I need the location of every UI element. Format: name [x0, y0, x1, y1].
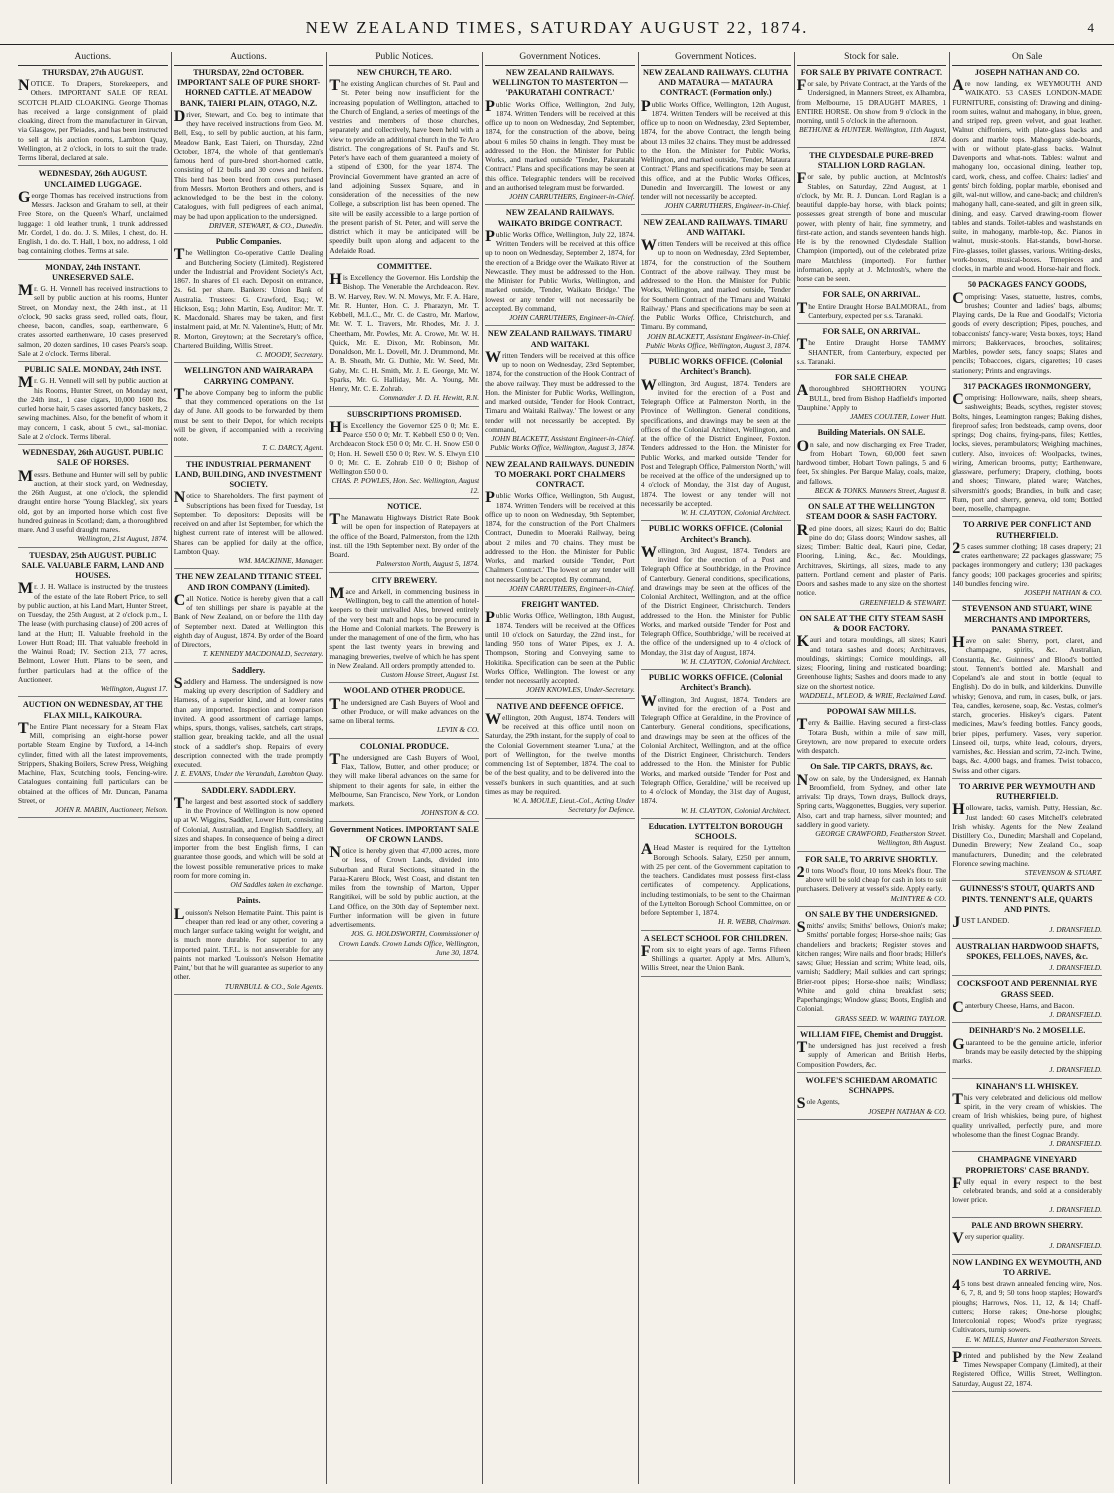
advertisement-signature: J. DRANSFIELD. — [1049, 1204, 1102, 1214]
advertisement-signature: W. H. CLAYTON, Colonial Architect. — [680, 656, 791, 666]
advertisement-heading: WILLIAM FIFE, Chemist and Druggist. — [799, 1029, 943, 1039]
advertisement-signature: JAMES COULTER, Lower Hutt. — [850, 412, 947, 422]
advertisement-signature: J. DRANSFIELD. — [1049, 1241, 1102, 1251]
advertisement — [18, 169, 168, 259]
advertisement-signature: H. R. WEBB, Chairman. — [718, 917, 791, 927]
advertisement-body: For sale, by Private Contract, at the Yards of the Undersigned, in Manners Street, ex Alhambra, from Melbourne, 15 DRAUGHT MARES, 1 ENTIRE HORSE. On show from 9 o'clock in the morning, until 5 o'clock in the afternoon. — [796, 77, 947, 126]
advertisement-signature: J. DRANSFIELD. — [1049, 1010, 1102, 1020]
advertisement-heading: THE NEW ZEALAND TITANIC STEEL AND IRON COMPANY (Limited). — [175, 572, 322, 592]
column-header: Government Notices. — [485, 52, 635, 66]
column-rule — [171, 52, 172, 1484]
advertisement-body: Mr. J. H. Wallace is instructed by the trustees of the estate of the late Robert Price, to sell by public auction, at his Land Mart, Hunter Street, on Tuesday, the 25th August, at 2 o'clock p.m., I. The lease (with purchasing clause) of 200 acres of land at the Hutt; II. Valuable freehold in the Lower Hutt Road; III. That valuable freehold in the Wainui Road; IV. Section 213, 77 acres, Belmont, Lower Hutt. Plans to be seen, and further particulars had at the office of the Auctioneer. — [18, 580, 168, 684]
advertisement-signature: C. MOODY, Secretary. — [256, 350, 324, 360]
advertisement-heading: PUBLIC SALE. MONDAY, 24th INST. — [24, 365, 162, 375]
advertisement — [952, 1221, 1102, 1255]
advertisement-body: The undersigned has just received a fresh supply of American and British Herbs, Composition Powders, &c. — [796, 1039, 947, 1069]
advertisement-heading: THURSDAY, 22nd OCTOBER. IMPORTANT SALE OF PURE SHORT-HORNED CATTLE. AT MEADOW BANK, TAIERI PLAIN, OTAGO, N.Z. — [176, 67, 321, 108]
column-rule — [794, 52, 795, 1484]
advertisement-signature: TURNBULL & CO., Sole Agents. — [224, 981, 324, 991]
column-rule — [482, 52, 483, 1484]
advertisement-signature: Old Saddles taken in exchange. — [230, 880, 324, 890]
column-header: Public Notices. — [329, 52, 479, 66]
advertisement — [797, 373, 947, 425]
advertisement-signature: BETHUNE & HUNTER. Wellington, 11th August, 1874. — [798, 125, 947, 144]
advertisement-signature: J. E. EVANS, Under the Verandah, Lambton Quay. — [173, 769, 324, 779]
advertisement-body: Call Notice. Notice is hereby given that a call of ten shillings per share is payable at the Bank of New Zealand, on or before the 11th day of September next. Dated at Wellington this eighth day of August, 1874. By order of the Board of Directors, — [173, 591, 324, 650]
column-7 — [952, 52, 1102, 1484]
advertisement-heading: STEVENSON AND STUART, WINE MERCHANTS AND IMPORTERS, PANAMA STREET. — [962, 604, 1093, 634]
advertisement-signature: J. DRANSFIELD. — [1049, 1065, 1102, 1075]
advertisement-body: The Entire Plant necessary for a Steam Flax Mill, comprising an eight-horse power portable Steam Engine by Tuxford, a 14-inch cylinder, fitted with all the latest improvements, Strippers, Shaking Boilers, Screw Press, Weighing Machine, Flax, Scutching tools, Fencing-wire. Catalogues containing full particulars can be obtained at the offices of Mr. Duncan, Panama Street, or — [18, 719, 168, 805]
advertisement-body: From six to eight years of age. Terms Fifteen Shillings a quarter. Apply at Mrs. Allum's, Willis Street, near the Union Bank. — [640, 942, 791, 973]
advertisement-signature: JOHNSTON & CO. — [420, 808, 480, 818]
advertisement-signature: JOHN CARRUTHERS, Engineer-in-Chief. — [508, 313, 635, 323]
advertisement-body: George Thomas has received instructions from Messrs. Jackson and Graham to sell, at their Free Store, on the Queen's Wharf, unclaimed luggage: 1 old leather trunk, 1 trunk addressed Mr. Cordel, 1 do. do. J. S. Miles, 1 chest, do. H. English, 1 do. do. T. Hall, 1 box, no address, 1 old bag containing clothes. Terms at sale. — [18, 188, 168, 256]
advertisement-heading: THE INDUSTRIAL PERMANENT LAND, BUILDING, AND INVESTMENT SOCIETY. — [174, 459, 323, 490]
advertisement — [952, 1258, 1102, 1348]
advertisement-heading: WEDNESDAY, 26th AUGUST. UNCLAIMED LUGGAGE. — [38, 169, 148, 189]
advertisement-heading: CHAMPAGNE VINEYARD PROPRIETORS' CASE BRANDY. — [965, 1155, 1089, 1175]
advertisement-heading: WOOL AND OTHER PRODUCE. — [343, 686, 465, 696]
advertisement-signature: JOHN BLACKETT, Assistant Engineer-in-Chief. Public Works Office, Wellington, August 3, 1874. — [645, 331, 791, 350]
advertisement — [485, 460, 635, 598]
advertisement-signature: Wellington, August 17. — [100, 684, 168, 694]
advertisement-heading: AUSTRALIAN HARDWOOD SHAFTS, SPOKES, FELLOES, NAVES, &c. — [955, 941, 1099, 961]
advertisement — [952, 782, 1102, 882]
advertisement-heading: WELLINGTON AND WAIRARAPA CARRYING COMPANY. — [183, 366, 314, 386]
advertisement-heading: Building Materials. ON SALE. — [817, 428, 926, 438]
advertisement-body: Messrs. Bethune and Hunter will sell by public auction, at their stock yard, on Wednesday, the 26th August, at one o'clock, the splendid draught entire horse 'Young Blackleg', six years old, got by an imported horse which cost five hundred guineas in Scotland; dam, a thoroughbred mare. And 3 useful draught mares. — [18, 467, 168, 535]
advertisement-signature: J. DRANSFIELD. — [1049, 925, 1102, 935]
advertisement-heading: NEW ZEALAND RAILWAYS. WAIKATO BRIDGE CONTRACT. — [497, 208, 623, 228]
advertisement-body: Holloware, tacks, varnish. Putty, Hessian, &c. Just landed: 60 cases Mitchell's celebrated Irish whisky. Agents for the New Zealand Distillery Co., Dunedin; Marshall and Copeland, Dunedin Brewery; New Zealand Co., soap manufacturers, Dunedin; and the celebrated Florence sewing machine. — [952, 801, 1102, 868]
advertisement — [952, 1082, 1102, 1153]
advertisement-body: Driver, Stewart, and Co. beg to intimate that they have received instructions from Geo. M. Bell, Esq., to sell by public auction, at his farm, Meadow Bank, East Taieri, on Thursday, 22nd October, 1874, the whole of that gentleman's famous herd of pure-bred short-horned cattle, consisting of 12 bulls and 30 cows and heifers. This herd has been bred from cows purchased from Messrs. Morton Brothers and others, and is acknowledged to be the best in the colony. Catalogues, with full pedigrees of each animal, may be had upon application to the undersigned. — [173, 107, 324, 221]
advertisement-body: Terry & Baillie. Having secured a first-class Totara Bush, within a mile of saw mill, Greytown, are now prepared to execute orders with despatch. — [796, 716, 947, 756]
advertisement-signature: LEVIN & CO. — [437, 725, 480, 735]
advertisement — [641, 68, 791, 215]
advertisement — [797, 151, 947, 288]
advertisement-heading: FOR SALE, ON ARRIVAL. — [822, 290, 921, 300]
advertisement — [797, 910, 947, 1027]
advertisement-heading: Government Notices. IMPORTANT SALE OF CROWN LANDS. — [329, 824, 479, 844]
advertisement-heading: NEW ZEALAND RAILWAYS. TIMARU AND WAITAKI. — [643, 217, 788, 237]
advertisement — [952, 382, 1102, 518]
column-header: Stock for sale. — [797, 52, 947, 66]
advertisement-body: The undersigned are Cash Buyers of Wool and other Produce, or will make advances on the same on liberal terms. — [329, 695, 480, 726]
advertisement-signature: JOHN KNOWLES, Under-Secretary. — [526, 685, 635, 695]
advertisement-heading: GUINNESS'S STOUT, QUARTS AND PINTS. TENNENT'S ALE, QUARTS AND PINTS. — [959, 884, 1095, 914]
advertisement — [641, 524, 791, 670]
advertisement-heading: AUCTION ON WEDNESDAY, AT THE FLAX MILL, KAIKOURA. — [22, 700, 163, 720]
advertisement-heading: WEDNESDAY, 26th AUGUST. PUBLIC SALE OF HORSES. — [22, 448, 164, 468]
masthead — [0, 18, 1114, 45]
advertisement-heading: PUBLIC WORKS OFFICE. (Colonial Architect's Branch). — [648, 673, 783, 693]
advertisement-heading: COLONIAL PRODUCE. — [359, 741, 449, 751]
advertisement-body: The Wellington Co-operative Cattle Dealing and Butchering Society (Limited). Registered under the Industrial and Provident Society's Act, 1867. In shares of £1 each. Deposit on entrance, 2s. 6d. per share. Bankers: Union Bank of Australia. Trustees: G. Crawford, Esq.; W. Hickson, Esq.; John Martin, Esq. Auditor: Mr. T. K. Macdonald. Shares may be taken, and first instalment paid, at Mr. N. Valentine's, Hutt; of Mr. R. Morton, Greytown; at the Secretary's office, Chartered Building, Willis Street. — [173, 246, 324, 350]
advertisement-signature: GEORGE CRAWFORD, Featherston Street. Wellington, 8th August. — [815, 829, 947, 848]
advertisement-body: For sale, by public auction, at McIntosh's Stables, on Saturday, 22nd August, at 1 o'clock, by Mr. R. J. Duncan. Lord Raglan is a beautiful dapple-bay horse, with black points; possesses great strength of bone and muscular power, with plenty of hair, fine symmetry, and first-rate action, and stands seventeen hands high. He is by the renowned Clydesdale Stallion Champion (imported), out of the celebrated prize mare Matchless (imported). For further information, apply at J. McIntosh's, where the horse can be seen. — [796, 170, 947, 284]
advertisement-heading: NEW CHURCH, TE ARO. — [356, 67, 452, 77]
advertisement-body: Kauri and totara mouldings, all sizes; Kauri and totara sashes and doors; Architraves, mouldings, skirtings; Cornice mouldings, all sizes; Flooring, lining and rusticated boarding; Greenhouse lights; Sashes and doors made to any size on the shortest notice. — [796, 633, 947, 691]
advertisement-signature: W. A. MOULE, Lieut.-Col., Acting Under Secretary for Defence. — [512, 796, 635, 815]
advertisement-body: Have on sale: Sherry, port, claret, and champagne, spirits, &c. Australian, Constantia, &c. Guinness' and Blood's bottled stout. Tennent's bottled ale. Marshall and Copeland's ale and stout in bottle (equal to English). Do do in bulk, and kilderkins. Dunville whisky; Genova, and rum, in cases, bulk, or jars. Tea, candles, kerosene, soap, &c. Vestas, colmer's starch, groceries. Hiskey's cigars. Patent medicines, Maw's feeding bottles. Fancy goods, brier pipes, perfumery. Vases, very superior. Linseed oil, turps, white lead, colours, dryers, varnishes, &c. Hessian and scrim, 72-inch. Twine, bags, &c. 4,000 bags, and frames. Twist tobacco, Swiss and other cigars. — [952, 634, 1102, 775]
column-5 — [641, 52, 791, 1484]
advertisement-body: Sole Agents, — [796, 1095, 840, 1113]
column-4 — [485, 52, 635, 1484]
advertisement-heading: FOR SALE BY PRIVATE CONTRACT. — [800, 67, 943, 77]
advertisement-signature: WADDELL, M'LEOD, & WRIE, Reclaimed Land. — [799, 690, 947, 700]
advertisement-body: Now on sale, by the Undersigned, ex Hannah Broomfield, from Sydney, and other late arrivals: Tip drays, Town drays, Bullock drays, Spring carts, Waggonettes, Buggies, very superior. Also, cart and trap harness, silver mounted; and saddlery in good variety. — [796, 771, 947, 829]
advertisement — [485, 702, 635, 819]
advertisement-heading: ON SALE BY THE UNDERSIGNED. — [805, 909, 938, 919]
advertisement-body: The above Company beg to inform the public that they commenced operations on the 1st day of June. All goods to be forwarded by them must be sent to their Depot, for which receipts will be given, if accompanied with a receiving note. — [173, 385, 324, 444]
advertisement-body: Fully equal in every respect to the best celebrated brands, and sold at a considerably lower price. — [952, 1174, 1102, 1205]
column-2 — [174, 52, 324, 1484]
advertisement-heading: PUBLIC WORKS OFFICE. (Colonial Architect's Branch). — [648, 524, 783, 544]
advertisement-signature: BECK & TONKS. Manners Street, August 8. — [814, 485, 947, 495]
advertisement-body: The existing Anglican churches of St. Paul and St. Peter being now insufficient for the increasing population of Wellington, attached to the Church of England, a series of meetings of the vestries and members of those churches, separately and collectively, have been held with a view to provide an additional church in the Te Aro district. The congregations of St. Paul's and St. Peter's have each of them guaranteed a moiety of a stipend of £300, for the year 1874. The Provincial Government have granted an acre of land adjoining Sussex Square, and in consideration of the necessities of the new College, a subscription list has been opened. The site will be easily accessible to a large portion of the present parish of St. Peter, and will serve the district which it may be anticipated will be speedily built upon along and adjacent to the Adelaide Road. — [329, 77, 480, 255]
advertisement-heading: THE CLYDESDALE PURE-BRED STALLION LORD RAGLAN. — [809, 150, 934, 171]
advertisement-body: Saddlery and Harness. The undersigned is now making up every description of Saddlery and Harness, of a superior kind, and at lower rates than any imported. Inspection and comparison invited. A good assortment of carriage lamps, whips, spurs, thongs, valises, satchels, cart straps, stallion gear, breaking tackle, and all the usual stock of a saddler's shop. Repairs of every description connected with the trade promptly executed. — [173, 674, 324, 770]
advertisement-body: Notice is hereby given that 47,000 acres, more or less, of Crown Lands, divided into Suburban and Rural Sections, situated in the Paraa-Kareru Block, West Coast, and distant ten miles from the township of Marton, Upper Rangitikei, will be sold by public auction, at the Land Office, on the 30th day of September next. Further information will be given in future advertisements. — [329, 844, 480, 930]
advertisement-body: Smiths' anvils; Smiths' bellows, Onion's make; Smiths' portable forges; Horse-shoe nails; Gas chandeliers and brackets; Register stoves and kitchen ranges; Wire nails and floor brads; Hiller's saws; Glue; Hessian and scrim; White lead, oils, varnish; Saddlery; Mail sulkies and cart springs; Brier-root pipes; Horse-shoe nails; Windlass; White and gold china breakfast sets; Paperhangings; Window glass; Boots, English and Colonial. — [796, 919, 947, 1014]
advertisement — [174, 572, 324, 662]
advertisement-body: Louisson's Nelson Hematite Paint. This paint is cheaper than red lead or any other, covering a much larger surface taking weight for weight, and is much more durable. For superior to any imported paint. T.F.L. is not answerable for any paints not marked 'Louisson's Nelson Hematite Paint,' but that he will guarantee as superior to any other. — [173, 905, 324, 982]
advertisement-heading: NOTICE. — [387, 501, 422, 511]
column-header: On Sale — [952, 52, 1102, 66]
column-rule — [949, 52, 950, 1484]
advertisement — [952, 1026, 1102, 1078]
advertisement — [797, 1076, 947, 1120]
newspaper-title: NEW ZEALAND TIMES, SATURDAY AUGUST 22, 1874. — [305, 18, 809, 37]
advertisement-body: Public Works Office, Wellington, 2nd July, 1874. Written Tenders will be received at this office up to noon on Wednesday, 2nd September, 1874, for the construction of the above, being about 6 miles 50 chains in length. They must be addressed to the Hon. the Minister for Public Works, and marked outside 'Tender, Pakuratahi Contract.' Plans and specifications may be seen at this office. Telegraphic tenders will be received and an authorised telegram must be forwarded. — [485, 97, 635, 192]
advertisement-heading: 317 PACKAGES IRONMONGERY, — [963, 381, 1091, 391]
advertisement-signature: JOHN CARRUTHERS, Engineer-in-Chief. — [508, 192, 635, 202]
advertisement-signature: STEVENSON & STUART. — [1024, 868, 1102, 878]
advertisement-signature: T. C. DARCY, Agent. — [262, 443, 324, 453]
advertisement — [485, 68, 635, 206]
advertisement-body: The Entire Draught Horse TAMMY SHANTER, from Canterbury, expected per s.s. Taranaki. — [796, 336, 947, 366]
advertisement-heading: NEW ZEALAND RAILWAYS. WELLINGTON TO MASTERTON — 'PAKURATAHI CONTRACT.' — [492, 67, 628, 98]
advertisement — [18, 263, 168, 363]
advertisement-signature: W. H. CLAYTON, Colonial Architect. — [680, 508, 791, 518]
advertisement-signature: JOSEPH NATHAN & CO. — [868, 1106, 947, 1116]
advertisement-signature: JOHN CARRUTHERS, Engineer-in-Chief. — [664, 201, 791, 211]
advertisement-heading: FREIGHT WANTED. — [521, 600, 599, 610]
advertisement — [174, 68, 324, 234]
advertisement — [18, 551, 168, 698]
advertisement — [174, 460, 324, 570]
advertisement-body: The largest and best assorted stock of saddlery in the Province of Wellington is now opened up at W. Wiggins, Saddler, Lower Hutt, consisting of Colonial, Australian, and English Saddlery, all sizes and shapes. In consequence of being a direct importer from the best English firms, I can guarantee those goods, and which will be sold at the lowest possible remunerative prices to make room for more coming in. — [173, 794, 324, 880]
advertisement-body: On sale, and now discharging ex Free Trader, from Hobart Town, 60,000 feet sawn hardwood timber, Hobart Town palings, 5 and 6 feet, 5x shingles. Per Barque Malay, coals, maize, and fallows. — [796, 437, 947, 486]
advertisement — [329, 742, 479, 822]
advertisement — [952, 1348, 1102, 1392]
advertisement-heading: TO ARRIVE PER CONFLICT AND RUTHERFIELD. — [962, 520, 1092, 540]
advertisement-body: Wellington, 20th August, 1874. Tenders will be received at this office until noon on Saturday, the 29th instant, for the supply of coal to the Colonial Government steamer 'Luna,' at the port of Wellington, for the twelve months commencing 1st of September, 1874. The coal to be of the best quality, and to be delivered into the vessel's bunkers in such quantities, and at such times as may be required. — [485, 710, 635, 796]
advertisement-heading: Public Companies. — [215, 237, 282, 247]
advertisement-heading: POPOWAI SAW MILLS. — [826, 707, 917, 717]
advertisement-heading: Saddlery. — [232, 665, 266, 675]
advertisement-body: Printed and published by the New Zealand Times Newspaper Company (Limited), at their Registered Office, Willis Street, Wellington. Saturday, August 22, 1874. — [952, 1348, 1102, 1388]
advertisement-heading: Education. LYTTELTON BOROUGH SCHOOLS. — [648, 821, 783, 842]
advertisement — [797, 855, 947, 907]
advertisement — [952, 280, 1102, 379]
advertisement-body: Wellington, 3rd August, 1874. Tenders are invited for the erection of a Post and Telegraph Office at Geraldine, in the Province of Canterbury. General conditions, specifications, and drawings may be seen at the offices of the Colonial Architect, Wellington, and at the office of the District Engineer, Christchurch. Tenders addressed to the Hon. the Minister for Public Works, and marked outside 'Tender for Post and Telegraph Office, Geraldine,' will be received up to 4 o'clock of Monday, the 31st day of August, 1874. — [640, 692, 791, 806]
advertisement-signature: GREENFIELD & STEWART. — [859, 597, 947, 607]
advertisement-heading: FOR SALE, ON ARRIVAL. — [822, 327, 921, 337]
advertisement-body: Are now landing, ex WEYMOUTH AND WAIKATO. 53 CASES LONDON-MADE FURNITURE, consisting of: Drawing and dining-room suites, walnut and mahogany, in blue, green, and striped rep, green velvet, and goat leather. Walnut chiffoniers, with plate-glass backs and doors and marble tops. Mahogany side-boards, with or without plate-glass backs. Walnut Davenports and what-nots. Tables: walnut and mahogany loo, occasional dining, leather top, card, work, chess, and coffee. Chairs: ladies' and gents' birch folding, poplar marble, ebonised and gilt, wal-nut willow, and cane-back; and children's mahogany hall, cane-seated, and gilt in green silk, dining, and easy. Carved drawing-room flower tables and stands. Toilet-tables and washstands en suite, in mahogany, marble-top, &c. Pianos in walnut, music-stools. Hat-stands, bowl-horse. Fire-glasses, toilet glasses, various. Writing-desks, work-boxes, musical-boxes. Timepieces and clocks, in marble and wood. Horse-hair and flock. — [952, 77, 1102, 274]
advertisement-signature: JOHN CARRUTHERS, Engineer-in-Chief. — [508, 583, 635, 593]
advertisement-heading: COMMITTEE. — [376, 261, 432, 271]
advertisement-body: 25 cases summer clothing; 18 cases drapery; 21 crates earthenware; 22 packages glassware; 75 packages ironmongery and cutlery; 130 packages fancy goods; 100 packages groceries and spirits; 140 bundles fencing wire. — [952, 539, 1102, 588]
advertisement-heading: 50 PACKAGES FANCY GOODS, — [967, 280, 1087, 290]
advertisement-heading: PUBLIC WORKS OFFICE. (Colonial Architect's Branch). — [648, 357, 783, 377]
advertisement-body: Wellington, 3rd August, 1874. Tenders are invited for the erection of a Post and Telegraph Office at Palmerston North, in the Province of Wellington. General conditions, specifications, and drawings may be seen at the offices of the Colonial Architect, Wellington, and at the office of the District Engineer, Foxton. Tenders addressed to the Hon. the Minister for Public Works, and marked outside 'Tender for Post and Telegraph Office, Palmerston North,' will be received at the office of the undersigned up to 4 o'clock of Monday, the 31st day of August, 1874. The lowest or any tender will not necessarily be accepted. — [640, 376, 791, 508]
advertisement-heading: PALE AND BROWN SHERRY. — [971, 1220, 1083, 1230]
advertisement-body: His Excellency the Governor £25 0 0; Mr. E. Pearce £50 0 0; Mr. T. Kebbell £50 0 0; Ven. Archdeacon Stock £50 0 0; Mr. C. H. Snow £50 0 0; Hon. H. Sewell £50 0 0; Rev. W. S. Elwyn £10 0 0; Mr. C. E. Zohrab £10 0 0; Bishop of Wellington £50 0 0. — [329, 418, 480, 477]
advertisement-heading: KINAHAN'S LL WHISKEY. — [976, 1081, 1079, 1091]
advertisement-heading: SADDLERY. SADDLERY. — [201, 785, 296, 795]
column-header: Auctions. — [18, 52, 168, 66]
advertisement-heading: NATIVE AND DEFENCE OFFICE. — [496, 701, 624, 711]
page-columns — [18, 52, 1102, 1484]
advertisement-signature: Wellington, 21st August, 1874. — [77, 534, 168, 544]
advertisement — [174, 666, 324, 783]
advertisement-signature: JOS. G. HOLDSWORTH, Commissioner of Crown Lands. Crown Lands Office, Wellington, June 30, 1874. — [338, 929, 480, 957]
advertisement-heading: On Sale. TIP CARTS, DRAYS, &c. — [810, 762, 933, 772]
advertisement — [18, 68, 168, 167]
advertisement — [952, 942, 1102, 977]
advertisement-signature: CHAS. P. POWLES, Hon. Sec. Wellington, August 12. — [331, 476, 480, 495]
advertisement — [485, 329, 635, 456]
advertisement-signature: GRASS SEED. W. WARING TAYLOR. — [834, 1013, 947, 1023]
advertisement-heading: FOR SALE CHEAP. — [835, 373, 908, 383]
advertisement — [329, 576, 479, 684]
advertisement-body: Athoroughbred SHORTHORN YOUNG BULL, bred from Bishop Hadfield's imported 'Dauphine.' Apply to — [796, 382, 947, 412]
advertisement-body: Mr. G. H. Vennell will sell by public auction at his Rooms, Hunter Street, on Monday next, the 24th inst., 1 case cigars, 10,000 1600 lbs. curled horse hair, 5 cases assorted fancy baskets, 2 sewing machines. Also, for the benefit of whom it may concern, 1 cask, about 5 cwt., sal-moniac. Sale at 2 o'clock. Terms liberal. — [18, 374, 168, 441]
advertisement — [952, 520, 1102, 601]
advertisement-signature: DRIVER, STEWART, & CO., Dunedin. — [208, 220, 324, 230]
advertisement — [952, 884, 1102, 938]
advertisement-signature: Custom House Street, August 1st. — [380, 670, 480, 680]
advertisement-heading: TO ARRIVE PER WEYMOUTH AND RUTHERFIELD. — [958, 781, 1096, 802]
advertisement — [952, 979, 1102, 1023]
advertisement-body: The Entire Draught Horse BALMORAL, from Canterbury, expected per s.s. Taranaki. — [796, 299, 947, 320]
advertisement-body: Public Works Office, Wellington, 5th August, 1874. Written Tenders will be received at this office up to noon on Wednesday, 9th September, 1874, for the construction of the Port Chalmers Contract, Dunedin to Moeraki Railway, being about 2 miles and 70 chains. They must be addressed to the Hon. the Minister for Public Works, and marked outside 'Tender, Port Chalmers Contract.' The lowest or any tender will not necessarily be accepted. By command, — [485, 489, 635, 584]
advertisement — [329, 502, 479, 573]
advertisement — [485, 600, 635, 699]
advertisement-body: Written Tenders will be received at this office up to noon on Wednesday, 23rd September, 1874, for the construction of the Southern Contract of the above railway. They must be addressed to the Hon. the Minister for Public Works, Wellington, and marked outside, 'Tender for Southern Contract of the Timaru and Waitaki Railway.' Plans and specifications may be seen at the Public Works Office, Christchurch, and Timaru. By command, — [640, 237, 791, 332]
advertisement-body: JUST LANDED. — [952, 914, 1010, 932]
advertisement-heading: NEW ZEALAND RAILWAYS. DUNEDIN TO MOERAKI. PORT CHALMERS CONTRACT. — [485, 459, 635, 490]
advertisement — [797, 1030, 947, 1073]
advertisement-body: Public Works Office, Wellington, July 22, 1874. Written Tenders will be received at this office up to noon on Wednesday, September 2, 1874, for the erection of a Bridge over the Waikato River at Newcastle. They must be addressed to the Hon. the Minister for Public Works, Wellington, and marked outside, 'Tender, Waikato Bridge.' The lowest or any tender will not necessarily be accepted. By command, — [485, 227, 635, 313]
advertisement-body: This very celebrated and delicious old mellow spirit, in the very cream of whiskies. The cream of Irish whiskies, being pure, of highest quality unrivalled, perfectly pure, and more wholesome than the finest Cognac Brandy. — [952, 1090, 1102, 1139]
advertisement — [485, 208, 635, 326]
advertisement — [797, 327, 947, 370]
column-header: Government Notices. — [641, 52, 791, 66]
advertisement-body: 45 tons best drawn annealed fencing wire, Nos. 6, 7, 8, and 9; 50 tons hoop staples; Howard's pioughs; Harrows, Nos. 11, 12, & 14; Chaff-cutters; Horse rakes; One-horse ploughs; Intercolonial ropes; Wood's prize ryegrass; Cultivators, turnip sowers. — [952, 1277, 1102, 1335]
advertisement — [952, 604, 1102, 779]
advertisement-signature: JOHN BLACKETT, Assistant Engineer-in-Chief. Public Works Office, Wellington, August 3, 1874. — [490, 434, 635, 453]
advertisement-heading: FOR SALE, TO ARRIVE SHORTLY. — [805, 854, 938, 864]
advertisement-body: Public Works Office, Wellington, 12th August, 1874. Written Tenders will be received at this office up to noon on Wednesday, 23rd September, 1874, for the above Contract, the length being about 13 miles 32 chains. They must be addressed to the Hon. the Minister for Public Works, Wellington, and marked outside, 'Tender, Mataura Contract.' Plans and specifications may be seen at this office, and at the Public Works Offices, Dunedin and Invercargill. The lowest or any tender will not necessarily be accepted. — [640, 97, 791, 202]
advertisement — [641, 673, 791, 819]
advertisement-heading: THURSDAY, 27th AUGUST. — [42, 67, 144, 77]
advertisement — [641, 822, 791, 931]
advertisement-signature: JOSEPH NATHAN & CO. — [1023, 588, 1102, 598]
advertisement — [174, 237, 324, 363]
advertisement-heading: NEW ZEALAND RAILWAYS. TIMARU AND WAITAKI. — [487, 329, 633, 349]
advertisement-signature: J. DRANSFIELD. — [1049, 1139, 1102, 1149]
advertisement — [329, 68, 479, 259]
advertisement — [952, 1155, 1102, 1218]
column-rule — [638, 52, 639, 1484]
advertisement-signature: T. KENNEDY MACDONALD, Secretary. — [202, 649, 324, 659]
advertisement-body: NOTICE. To Drapers, Storekeepers, and Others. IMPORTANT SALE OF REAL SCOTCH PLAID CLOAKING. George Thomas has received a large consignment of plaid cloaking, direct from the manufacturer in Girvan, via Glasgow, per Pleiades, and has been instructed to sell at his auction rooms, Lambton Quay, Wellington, at 2 o'clock, in lots to suit the trade. Terms liberal, declared at sale. — [18, 77, 168, 163]
advertisement — [329, 262, 479, 407]
advertisement — [797, 68, 947, 148]
advertisement-signature: E. W. MILLS, Hunter and Featherston Streets. — [965, 1334, 1102, 1344]
advertisement-body: Canterbury Cheese, Hams, and Bacon. — [952, 998, 1075, 1016]
advertisement-heading: MONDAY, 24th INSTANT. UNRESERVED SALE. — [45, 262, 141, 282]
advertisement-signature: McINTYRE & CO. — [890, 893, 947, 903]
advertisement-body: Guaranteed to be the genuine article, inferior brands may be easily detected by the shipping marks. — [952, 1035, 1102, 1066]
advertisement-body: Comprising: Hollowware, nails, sheep shears, sashweights; Beads, scythes, register stoves; Bolts, hinges, Leamington ranges; Baking dishes, fireproof safes; Iron bedsteads, camp ovens, door springs; Dog chains, frying-pans, files; Kettles, locks, sieves, perambulators; Weighing machines, cutlery. Also, invoices of: Woolpacks, twines, wiring, American brooms, putty; Earthenware, glassware, perfumery; Drapery, clothing, boots and shoes; Tinware, plated ware; Watches, silversmith's goods; Brandies, in bulk and case; Rum, port and sherry, geneva, old tom; Bottled beer, moselle, champagne. — [952, 391, 1102, 514]
advertisement — [174, 786, 324, 894]
column-3 — [329, 52, 479, 1484]
advertisement — [797, 428, 947, 499]
column-6 — [797, 52, 947, 1484]
advertisement-body: Written Tenders will be received at this office up to noon on Wednesday, 23rd September, 1874, for the construction of the Hook Contract of the above railway. They must be addressed to the Hon. the Minister for Public Works, Wellington, and marked outside, 'Tender for Hook Contract, Timaru and Waitaki Railway.' The lowest or any tender will not necessarily be accepted. By command, — [485, 348, 635, 434]
advertisement-body: AHead Master is required for the Lyttelton Borough Schools. Salary, £250 per annum, with 25 per cent. of the Government capitation to the teachers. Candidates must possess first-class certificates of competency. Applications, including testimonials, to be sent to the Chairman of the Lyttelton Borough School Committee, on or before September 1, 1874. — [640, 841, 791, 918]
advertisement — [18, 365, 168, 445]
advertisement — [797, 614, 947, 704]
advertisement-body: Mace and Arkell, in commencing business in Wellington, beg to call the attention of hotel-keepers to their unrivalled Ales, brewed entirely of the very best malt and hops to be procured in the Home and Colonial markets. The Brewery is under the management of one of the firm, who has spent the last twenty years in brewing and managing breweries, twelve of which he has spent in New Zealand. All orders promptly attended to. — [329, 584, 480, 670]
advertisement-heading: DEINHARD'S No. 2 MOSELLE. — [969, 1026, 1086, 1036]
advertisement — [797, 502, 947, 611]
advertisement-heading: NEW ZEALAND RAILWAYS. CLUTHA AND MATAURA — MATAURA CONTRACT. (Formation only.) — [643, 67, 789, 98]
advertisement-heading: A SELECT SCHOOL FOR CHILDREN. — [643, 933, 788, 943]
advertisement-body: Wellington, 3rd August, 1874. Tenders are invited for the erection of a Post and Telegraph Office at Southbridge, in the Province of Canterbury. General conditions, specifications, and drawings may be seen at the offices of the Colonial Architect, Wellington, and at the office of the District Engineer, Christchurch. Tenders addressed to the Hon. the Minister for Public Works, and marked outside 'Tender for Post and Telegraph Office, Southbridge,' will be received at the office of the undersigned up to 4 o'clock of Monday, the 31st day of August, 1874. — [640, 543, 791, 657]
advertisement — [641, 934, 791, 977]
advertisement — [797, 707, 947, 759]
column-1 — [18, 52, 168, 1484]
advertisement-signature: JOHN R. MABIN, Auctioneer, Nelson. — [54, 805, 168, 815]
advertisement — [18, 700, 168, 818]
advertisement-body: His Excellency the Governor. His Lordship the Bishop. The Venerable the Archdeacon. Rev. B. W. Harvey, Rev. W. N. Mowys, Mr. F. A. Hare, Mr. R. Hunter, Hon. C. J. Pharazyn, Mr. T. Kebbell, M.L.C., Mr. C. de Castro, Mr. Marlow, Mr. W. T. L. Travers, Mr. Rhodes, Mr. J. J. Cheetham, Mr. Powles, Mr. A. Crowe, Mr. W. H. Quick, Mr. E. Dixon, Mr. Robinson, Mr. Donaldson, Mr. L. Dovell, Mr. J. Drummond, Mr. A. B. Sheath, Mr. G. Duthie, Mr. W. Seed, Mr. Gaby, Mr. C. H. Smith, Mr. J. E. George, Mr. W. Sparks, Mr. G. Halliday, Mr. A. Young, Mr. Henry, Mr. C. E. Zohrab. — [329, 271, 480, 394]
advertisement-signature: Palmerston North, August 5, 1874. — [375, 559, 480, 569]
advertisement-heading: NOW LANDING EX WEYMOUTH, AND TO ARRIVE. — [952, 1257, 1102, 1277]
advertisement-body: Red pine doors, all sizes; Kauri do do; Baltic pine do do; Glass doors; Window sashes, all sizes; Timber: Baltic deal, Kauri pine, Cedar, Flooring, Lining, &c., &c. Mouldings, Architraves, Skirtings, all sizes, made to any pattern. Portland cement and plaster of Paris. Doors and sashes made to any size on the shortest notice. — [796, 521, 947, 598]
advertisement-heading: WOLFE'S SCHIEDAM AROMATIC SCHNAPPS. — [805, 1075, 938, 1096]
column-header: Auctions. — [174, 52, 324, 66]
advertisement-body: Comprising: Vases, statuette, lustres, combs, brushes; Counter and ladies' bags, albums; Playing cards, De la Rue and Goodall's; Victoria goods of every description; Pipes, pouches, and tobacconists' fancy-ware; Vesta boxes, toys; Hand mirrors; Bakkervaces, brooches, solitaires; Marbles, powder sets, fancy soaps; Slates and pencils; Tobaccoes, cigars, cigarettes; 10 cases stationery; Prints and engravings. — [952, 289, 1102, 375]
advertisement-body: Mr. G. H. Vennell has received instructions to sell by public auction at his rooms, Hunter Street, on Monday next, the 24th inst., at 11 o'clock, 90 sacks grass seed, rolled oats, flour, cheese, bacon, candles, soap, earthenware, 6 crates assorted earthenware, 10 cases preserved salmon, 20 dozen sardines, 10 cases Pears's soap. Sale at 2 o'clock. Terms liberal. — [18, 282, 168, 358]
advertisement-signature: Commander J. D. H. Hewitt, R.N. — [379, 393, 480, 403]
advertisement-signature: J. DRANSFIELD. — [1049, 963, 1102, 973]
advertisement-signature: WM. MACKINNE, Manager. — [238, 556, 324, 566]
advertisement-body: Very superior quality. — [952, 1230, 1025, 1248]
advertisement-body: Public Works Office, Wellington, 18th August, 1874. Tenders will be received at the Offices until 10 o'clock on Saturday, the 22nd inst., for landing 950 tons of Water Pipes, ex J. A. Thompson, Storing and Conveying same to Hokitika. Specification can be seen at the Public Works Office, Wellington. The lowest or any tender not necessarily accepted. — [485, 609, 635, 686]
advertisement — [797, 762, 947, 851]
advertisement — [797, 290, 947, 324]
advertisement-heading: CITY BREWERY. — [371, 575, 438, 585]
advertisement-heading: COCKSFOOT AND PERENNIAL RYE GRASS SEED. — [956, 979, 1098, 999]
advertisement — [641, 357, 791, 521]
advertisement-signature: W. H. CLAYTON, Colonial Architect. — [680, 805, 791, 815]
advertisement — [952, 68, 1102, 278]
advertisement-heading: ON SALE AT THE CITY STEAM SASH & DOOR FACTORY. — [799, 613, 944, 634]
advertisement — [329, 410, 479, 499]
advertisement-heading: SUBSCRIPTIONS PROMISED. — [347, 409, 462, 419]
advertisement — [329, 825, 479, 962]
advertisement — [329, 686, 479, 738]
advertisement — [174, 896, 324, 995]
advertisement-heading: TUESDAY, 25th AUGUST. PUBLIC SALE. VALUABLE FARM, LAND AND HOUSES. — [21, 550, 165, 581]
advertisement — [18, 448, 168, 548]
advertisement-heading: Paints. — [236, 896, 261, 906]
page-number: 4 — [1087, 20, 1094, 35]
advertisement-heading: ON SALE AT THE WELLINGTON STEAM DOOR & SASH FACTORY. — [806, 502, 937, 522]
advertisement-heading: JOSEPH NATHAN AND CO. — [974, 67, 1080, 77]
advertisement-body: Notice to Shareholders. The first payment of Subscriptions has been fixed for Tuesday, 1st September. To depositors: Deposits will be received on and after 1st September, for which the highest current rate of interest will be allowed. Shares can be applied for daily at the office, Lambton Quay. — [173, 489, 324, 556]
advertisement — [641, 218, 791, 355]
advertisement-body: The Manawatu Highways District Rate Book will be open for inspection of Ratepayers at the office of the Board, Palmerston, from the 12th inst. till the 19th September next. By order of the Board. — [329, 511, 480, 560]
advertisement-body: 20 tons Wood's flour, 10 tons Meek's flour. The above will be sold cheap for cash in lots to suit purchasers. Delivery at vessel's side. Apply early. — [796, 863, 947, 894]
advertisement-body: The undersigned are Cash Buyers of Wool, Flax, Tallow, Butter, and other produce; or they will make liberal advances on the same for shipment to their agents for sale, in either the Melbourne, San Francisco, New York, or London markets. — [329, 750, 480, 809]
column-rule — [326, 52, 327, 1484]
advertisement — [174, 366, 324, 456]
